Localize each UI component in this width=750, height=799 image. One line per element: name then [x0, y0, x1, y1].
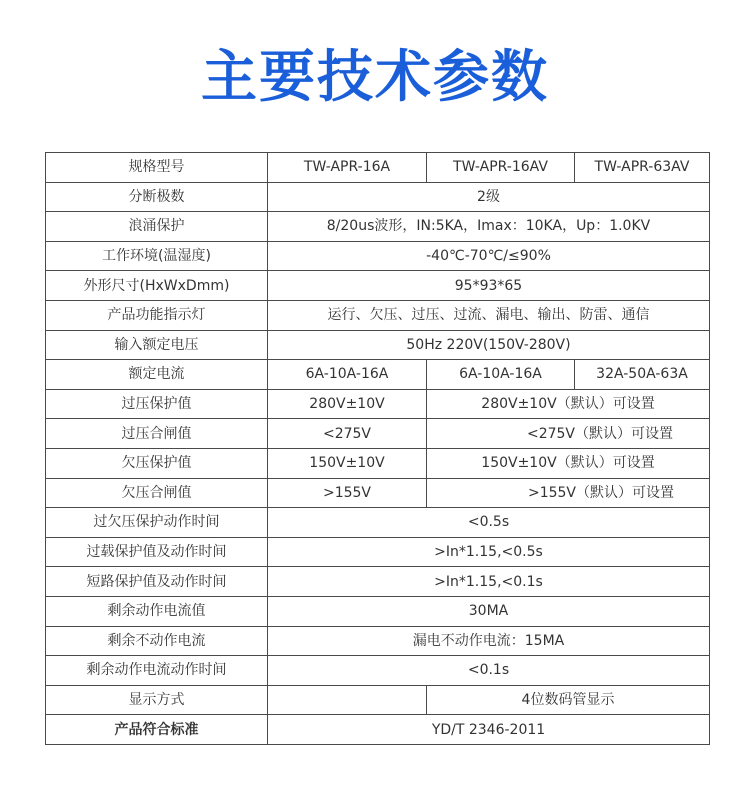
row-label: 分断极数: [46, 182, 268, 212]
table-row: [46, 656, 710, 686]
table-row: [46, 508, 710, 538]
table-row: [46, 271, 710, 301]
table-row: [46, 419, 710, 449]
table-row: [46, 567, 710, 597]
row-label: 剩余动作电流动作时间: [46, 656, 268, 686]
row-label: 工作环境(温湿度): [46, 241, 268, 271]
table-row: [46, 626, 710, 656]
cell-value: 50Hz 220V(150V-280V): [268, 330, 710, 360]
cell-value: YD/T 2346-2011: [268, 715, 710, 745]
cell-value: TW-APR-63AV: [575, 153, 710, 183]
table-row: [46, 685, 710, 715]
row-label: 输入额定电压: [46, 330, 268, 360]
cell-value: 2级: [268, 182, 710, 212]
row-label: 欠压保护值: [46, 448, 268, 478]
table-row: [46, 212, 710, 242]
table-row: [46, 715, 710, 745]
table-row: [46, 241, 710, 271]
row-label: 浪涌保护: [46, 212, 268, 242]
cell-value: 280V±10V: [268, 389, 427, 419]
cell-value: <0.5s: [268, 508, 710, 538]
cell-value: >155V（默认）可设置: [427, 478, 710, 508]
table-row: [46, 360, 710, 390]
cell-value: 150V±10V: [268, 448, 427, 478]
cell-value: <0.1s: [268, 656, 710, 686]
table-row: [46, 389, 710, 419]
cell-value: -40℃-70℃/≤90%: [268, 241, 710, 271]
cell-value: 8/20us波形，IN:5KA，Imax：10KA，Up：1.0KV: [268, 212, 710, 242]
spec-table: [45, 152, 710, 745]
table-row: [46, 182, 710, 212]
cell-value: TW-APR-16AV: [427, 153, 575, 183]
cell-value: <275V（默认）可设置: [427, 419, 710, 449]
cell-value: >In*1.15,<0.1s: [268, 567, 710, 597]
cell-value: >In*1.15,<0.5s: [268, 537, 710, 567]
cell-value: 运行、欠压、过压、过流、漏电、输出、防雷、通信: [268, 300, 710, 330]
cell-value: <275V: [268, 419, 427, 449]
row-label: 产品符合标准: [46, 715, 268, 745]
row-label: 过载保护值及动作时间: [46, 537, 268, 567]
row-label: 外形尺寸(HxWxDmm): [46, 271, 268, 301]
row-label: 短路保护值及动作时间: [46, 567, 268, 597]
row-label: 显示方式: [46, 685, 268, 715]
cell-value: 30MA: [268, 596, 710, 626]
row-label: 额定电流: [46, 360, 268, 390]
row-label: 过欠压保护动作时间: [46, 508, 268, 538]
row-label: 剩余不动作电流: [46, 626, 268, 656]
table-row: [46, 448, 710, 478]
cell-value: 32A-50A-63A: [575, 360, 710, 390]
cell-value: 6A-10A-16A: [268, 360, 427, 390]
table-row: [46, 330, 710, 360]
cell-value: >155V: [268, 478, 427, 508]
row-label: 产品功能指示灯: [46, 300, 268, 330]
table-row: [46, 537, 710, 567]
table-row: [46, 596, 710, 626]
cell-value: TW-APR-16A: [268, 153, 427, 183]
cell-value: 4位数码管显示: [427, 685, 710, 715]
cell-value: [268, 685, 427, 715]
cell-value: 150V±10V（默认）可设置: [427, 448, 710, 478]
row-label: 规格型号: [46, 153, 268, 183]
table-row: [46, 300, 710, 330]
page-title: 主要技术参数: [201, 45, 549, 110]
table-row: [46, 153, 710, 183]
cell-value: 漏电不动作电流：15MA: [268, 626, 710, 656]
row-label: 剩余动作电流值: [46, 596, 268, 626]
cell-value: 95*93*65: [268, 271, 710, 301]
row-label: 过压合闸值: [46, 419, 268, 449]
table-row: [46, 478, 710, 508]
cell-value: 280V±10V（默认）可设置: [427, 389, 710, 419]
row-label: 过压保护值: [46, 389, 268, 419]
cell-value: 6A-10A-16A: [427, 360, 575, 390]
row-label: 欠压合闸值: [46, 478, 268, 508]
